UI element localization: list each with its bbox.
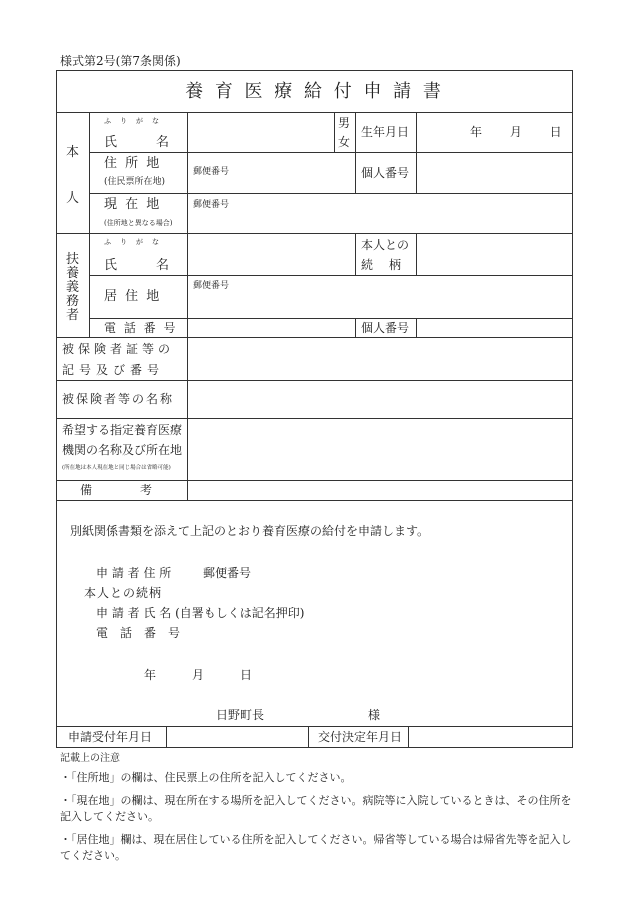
birthdate-label: 生年月日 [361,125,410,139]
decision-date-field[interactable] [409,727,572,747]
insurance-card-field[interactable] [188,338,572,379]
insured-name-field[interactable] [188,381,572,417]
current-address-sub-label: (住所地と異なる場合) [104,219,173,227]
institution-note: (所在地は本人現在地と同じ場合は省略可能) [62,465,171,471]
institution-label-1: 希望する指定養育医療 [62,423,183,437]
current-address-label: 現 在 地 [104,197,162,212]
phone-label: 電 話 番 号 [104,321,178,335]
notes-title: 記載上の注意 [60,753,120,764]
applicant-address-label: 申 請 者 住 所 [96,566,172,580]
note-2: ・「現在地」の欄は、現在所在する場所を記入してください。病院等に入院しているときは、その住所を記入してください。 [60,794,572,823]
applicant-name-field[interactable] [188,113,333,151]
remarks-label: 備 考 [80,483,153,497]
guardian-name-field[interactable] [188,234,354,274]
address-postal-label: 郵便番号 [193,167,230,177]
guardian-relation-field[interactable] [417,234,572,274]
residence-label: 居 住 地 [104,289,162,304]
guardian-furigana-label: ふりがな [104,238,168,246]
applicant-phone-field[interactable] [190,623,560,641]
guardian-individual-number-field[interactable] [417,319,572,336]
applicant-postal-label: 郵便番号 [203,566,252,580]
current-postal-label: 郵便番号 [193,200,230,210]
applicant-relation-label: 本人との続柄 [84,586,163,600]
applicant-group-label-1: 本 [66,145,80,160]
sex-male-option[interactable]: 男 [338,116,351,130]
current-address-field[interactable] [188,194,572,232]
receipt-date-label: 申請受付年月日 [68,730,153,744]
applicant-phone-label: 電 話 番 号 [96,626,181,640]
guardian-individual-number-label: 個人番号 [361,321,410,335]
note-3: ・「居住地」欄は、現在居住している住所を記入してください。帰省等している場合は帰省先等を記入してください。 [60,833,572,862]
insured-name-label: 被保険者等の名称 [62,392,175,406]
applicant-signature-field[interactable] [330,603,560,621]
guardian-relation-label-2: 続 柄 [361,258,404,272]
individual-number-field[interactable] [417,153,572,192]
guardian-name-label: 氏 名 [104,258,170,273]
receipt-date-field[interactable] [167,727,307,747]
address-label: 住 所 地 [104,156,162,171]
decision-date-label: 交付決定年月日 [318,730,403,744]
individual-number-label: 個人番号 [361,166,410,180]
honorific: 様 [368,708,381,722]
page-title: 養 育 医 療 給 付 申 請 書 [185,81,444,102]
guardian-group-label: 扶養義務者 [66,252,80,323]
insurance-card-label-1: 被保険者証等の [62,342,175,356]
institution-label-2: 機関の名称及び所在地 [62,443,183,457]
application-date-field[interactable]: 年 月 日 [144,668,253,682]
applicant-furigana-label: ふりがな [104,117,168,125]
institution-field[interactable] [188,419,572,479]
guardian-relation-label-1: 本人との [361,238,410,252]
residence-postal-label: 郵便番号 [193,281,230,291]
form-id: 様式第2号(第7条関係) [60,54,181,68]
address-sub-label: (住民票所在地) [104,177,166,187]
birthdate-field[interactable]: 年 月 日 [470,125,562,139]
applicant-name-label: 氏 名 [104,135,170,150]
declaration-text: 別紙関係書類を添えて上記のとおり養育医療の給付を申請します。 [70,524,430,538]
phone-field[interactable] [188,319,354,336]
sex-female-option[interactable]: 女 [338,135,351,149]
note-1: ・「住所地」の欄は、住民票上の住所を記入してください。 [60,771,352,784]
applicant-relation-field[interactable] [180,583,560,601]
applicant-group-label-2: 人 [66,191,80,206]
remarks-field[interactable] [188,481,572,499]
addressee: 日野町長 [216,708,265,722]
insurance-card-label-2: 記号及び番号 [62,363,165,377]
address-field[interactable] [188,153,354,192]
residence-field[interactable] [188,276,572,317]
applicant-address-field[interactable] [260,563,560,581]
applicant-name-sign-label: 申 請 者 氏 名 (自署もしくは記名押印) [96,606,305,620]
